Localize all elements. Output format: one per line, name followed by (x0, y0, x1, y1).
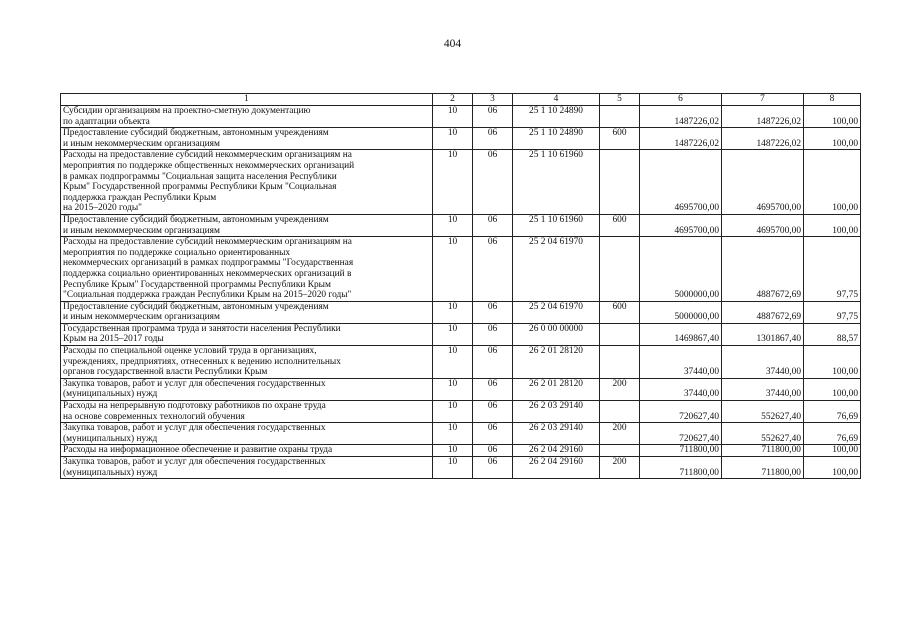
expense-type-cell: 200 (600, 457, 640, 479)
planned-amount-cell: 711800,00 (640, 457, 722, 479)
row-name-line: (муниципальных) нужд (63, 467, 158, 478)
row-name-line: мероприятия по поддержке социально ориентированных (63, 247, 291, 258)
table-row (61, 301, 861, 323)
planned-amount-cell: 1487226,02 (640, 106, 722, 128)
row-name-cell (61, 214, 433, 236)
table-row (61, 346, 861, 379)
section-code-cell: 10 (433, 457, 473, 479)
section-code-cell: 10 (433, 106, 473, 128)
expense-type-cell (600, 150, 640, 215)
section-code-cell: 10 (433, 214, 473, 236)
section-code-cell: 10 (433, 323, 473, 345)
row-name-line: Государственная программа труда и занятости населения Республики (63, 323, 341, 334)
execution-percent-cell: 97,75 (804, 237, 861, 302)
target-article-cell: 25 2 04 61970 (513, 237, 600, 302)
row-name-line: органов государственной власти Республики Крым (63, 367, 268, 378)
target-article-cell: 25 1 10 61960 (513, 214, 600, 236)
section-code-cell: 10 (433, 301, 473, 323)
executed-amount-cell: 1487226,02 (722, 128, 804, 150)
row-name-cell (61, 150, 433, 215)
subsection-code-cell: 06 (473, 214, 513, 236)
row-name-line: Предоставление субсидий бюджетным, автономным учреждениям (63, 128, 329, 139)
planned-amount-cell: 5000000,00 (640, 301, 722, 323)
row-name-line: по адаптации объекта (63, 116, 150, 127)
table-row (61, 401, 861, 423)
executed-amount-cell: 552627,40 (722, 423, 804, 445)
table-row (61, 128, 861, 150)
section-code-cell: 10 (433, 237, 473, 302)
execution-percent-cell: 100,00 (804, 346, 861, 379)
expense-type-cell: 600 (600, 214, 640, 236)
table-row (61, 457, 861, 479)
row-name-cell (61, 237, 433, 302)
row-name-line: (муниципальных) нужд (63, 389, 158, 400)
table-row (61, 378, 861, 400)
row-name-cell (61, 128, 433, 150)
row-name-cell (61, 457, 433, 479)
row-name-line: некоммерческих организаций в рамках подпрограммы "Государственная (63, 258, 354, 269)
table-header-row (61, 94, 861, 106)
section-code-cell: 10 (433, 128, 473, 150)
subsection-code-cell: 06 (473, 150, 513, 215)
column-header: 3 (473, 94, 513, 106)
column-header: 4 (513, 94, 600, 106)
planned-amount-cell: 1487226,02 (640, 128, 722, 150)
executed-amount-cell: 4695700,00 (722, 150, 804, 215)
subsection-code-cell: 06 (473, 378, 513, 400)
row-name-line: "Социальная поддержка граждан Республики Крым на 2015–2020 годы" (63, 290, 352, 301)
subsection-code-cell: 06 (473, 237, 513, 302)
row-name-line: Крым" Государственной программы Республики Крым "Социальная (63, 182, 337, 193)
planned-amount-cell: 720627,40 (640, 423, 722, 445)
row-name-line: поддержка социально ориентированных некоммерческих организаций в (63, 268, 352, 279)
subsection-code-cell: 06 (473, 128, 513, 150)
subsection-code-cell: 06 (473, 401, 513, 423)
column-header: 1 (61, 94, 433, 106)
execution-percent-cell: 100,00 (804, 150, 861, 215)
planned-amount-cell: 4695700,00 (640, 214, 722, 236)
table-row (61, 214, 861, 236)
subsection-code-cell: 06 (473, 445, 513, 457)
executed-amount-cell: 37440,00 (722, 346, 804, 379)
executed-amount-cell: 552627,40 (722, 401, 804, 423)
expense-type-cell: 200 (600, 378, 640, 400)
target-article-cell: 26 0 00 00000 (513, 323, 600, 345)
executed-amount-cell: 1487226,02 (722, 106, 804, 128)
executed-amount-cell: 711800,00 (722, 445, 804, 457)
subsection-code-cell: 06 (473, 301, 513, 323)
expense-type-cell (600, 237, 640, 302)
expense-type-cell (600, 401, 640, 423)
execution-percent-cell: 100,00 (804, 214, 861, 236)
budget-table (60, 93, 861, 479)
expense-type-cell (600, 323, 640, 345)
subsection-code-cell: 06 (473, 323, 513, 345)
section-code-cell: 10 (433, 445, 473, 457)
subsection-code-cell: 06 (473, 423, 513, 445)
row-name-cell (61, 106, 433, 128)
row-name-line: Республике Крым" Государственной программы Республики Крым (63, 279, 331, 290)
planned-amount-cell: 4695700,00 (640, 150, 722, 215)
row-name-line: Расходы по специальной оценке условий труда в организациях, (63, 346, 317, 357)
row-name-line: Расходы на предоставление субсидий некоммерческим организациям на (63, 237, 352, 248)
row-name-line: поддержка граждан Республики Крым (63, 192, 217, 203)
table-row (61, 150, 861, 215)
section-code-cell: 10 (433, 423, 473, 445)
row-name-line: и иным некоммерческим организациям (63, 138, 220, 149)
execution-percent-cell: 100,00 (804, 457, 861, 479)
table-row (61, 445, 861, 457)
execution-percent-cell: 100,00 (804, 378, 861, 400)
column-header: 7 (722, 94, 804, 106)
row-name-line: Расходы на предоставление субсидий некоммерческим организациям на (63, 150, 352, 161)
row-name-cell (61, 445, 433, 457)
execution-percent-cell: 100,00 (804, 106, 861, 128)
execution-percent-cell: 100,00 (804, 128, 861, 150)
row-name-line: Субсидии организациям на проектно-сметную документацию (63, 106, 311, 116)
executed-amount-cell: 37440,00 (722, 378, 804, 400)
row-name-line: Расходы на информационное обеспечение и развитие охраны труда (63, 445, 333, 456)
section-code-cell: 10 (433, 401, 473, 423)
executed-amount-cell: 711800,00 (722, 457, 804, 479)
planned-amount-cell: 37440,00 (640, 346, 722, 379)
planned-amount-cell: 37440,00 (640, 378, 722, 400)
row-name-line: на 2015–2020 годы" (63, 203, 142, 214)
target-article-cell: 25 1 10 61960 (513, 150, 600, 215)
row-name-line: Закупка товаров, работ и услуг для обеспечения государственных (63, 457, 326, 467)
row-name-cell (61, 378, 433, 400)
section-code-cell: 10 (433, 346, 473, 379)
target-article-cell: 25 2 04 61970 (513, 301, 600, 323)
execution-percent-cell: 100,00 (804, 445, 861, 457)
row-name-line: Предоставление субсидий бюджетным, автономным учреждениям (63, 301, 329, 312)
column-header: 5 (600, 94, 640, 106)
table-row (61, 106, 861, 128)
target-article-cell: 26 2 01 28120 (513, 346, 600, 379)
target-article-cell: 25 1 10 24890 (513, 106, 600, 128)
row-name-line: Предоставление субсидий бюджетным, автономным учреждениям (63, 214, 329, 225)
row-name-cell (61, 301, 433, 323)
row-name-line: Крым на 2015–2017 годы (63, 334, 164, 345)
section-code-cell: 10 (433, 378, 473, 400)
table-row (61, 423, 861, 445)
subsection-code-cell: 06 (473, 457, 513, 479)
row-name-line: Расходы на непрерывную подготовку работников по охране труда (63, 401, 326, 412)
planned-amount-cell: 1469867,40 (640, 323, 722, 345)
planned-amount-cell: 711800,00 (640, 445, 722, 457)
executed-amount-cell: 4695700,00 (722, 214, 804, 236)
table-row (61, 237, 861, 302)
subsection-code-cell: 06 (473, 346, 513, 379)
execution-percent-cell: 97,75 (804, 301, 861, 323)
planned-amount-cell: 720627,40 (640, 401, 722, 423)
expense-type-cell (600, 346, 640, 379)
column-header: 2 (433, 94, 473, 106)
table-body (61, 94, 861, 479)
expense-type-cell (600, 445, 640, 457)
row-name-line: и иным некоммерческим организациям (63, 312, 220, 323)
row-name-cell (61, 423, 433, 445)
row-name-cell (61, 401, 433, 423)
target-article-cell: 26 2 03 29140 (513, 401, 600, 423)
execution-percent-cell: 88,57 (804, 323, 861, 345)
row-name-cell (61, 346, 433, 379)
table-row (61, 323, 861, 345)
expense-type-cell: 600 (600, 301, 640, 323)
execution-percent-cell: 76,69 (804, 401, 861, 423)
row-name-line: Закупка товаров, работ и услуг для обеспечения государственных (63, 423, 326, 434)
target-article-cell: 26 2 04 29160 (513, 445, 600, 457)
row-name-line: в рамках подпрограммы "Социальная защита населения Республики (63, 171, 337, 182)
page-number: 404 (443, 38, 462, 50)
expense-type-cell: 600 (600, 128, 640, 150)
row-name-line: (муниципальных) нужд (63, 433, 158, 444)
row-name-line: Закупка товаров, работ и услуг для обеспечения государственных (63, 378, 326, 389)
execution-percent-cell: 76,69 (804, 423, 861, 445)
subsection-code-cell: 06 (473, 106, 513, 128)
column-header: 6 (640, 94, 722, 106)
target-article-cell: 26 2 03 29140 (513, 423, 600, 445)
row-name-line: мероприятия по поддержке общественных некоммерческих организаций (63, 160, 355, 171)
row-name-line: и иным некоммерческим организациям (63, 225, 220, 236)
column-header: 8 (804, 94, 861, 106)
executed-amount-cell: 4887672,69 (722, 237, 804, 302)
expense-type-cell (600, 106, 640, 128)
row-name-line: учреждениях, предприятиях, отнесенных к ведению исполнительных (63, 356, 341, 367)
section-code-cell: 10 (433, 150, 473, 215)
row-name-cell (61, 323, 433, 345)
target-article-cell: 26 2 04 29160 (513, 457, 600, 479)
target-article-cell: 26 2 01 28120 (513, 378, 600, 400)
target-article-cell: 25 1 10 24890 (513, 128, 600, 150)
planned-amount-cell: 5000000,00 (640, 237, 722, 302)
expense-type-cell: 200 (600, 423, 640, 445)
executed-amount-cell: 4887672,69 (722, 301, 804, 323)
row-name-line: на основе современных технологий обучения (63, 411, 245, 422)
executed-amount-cell: 1301867,40 (722, 323, 804, 345)
